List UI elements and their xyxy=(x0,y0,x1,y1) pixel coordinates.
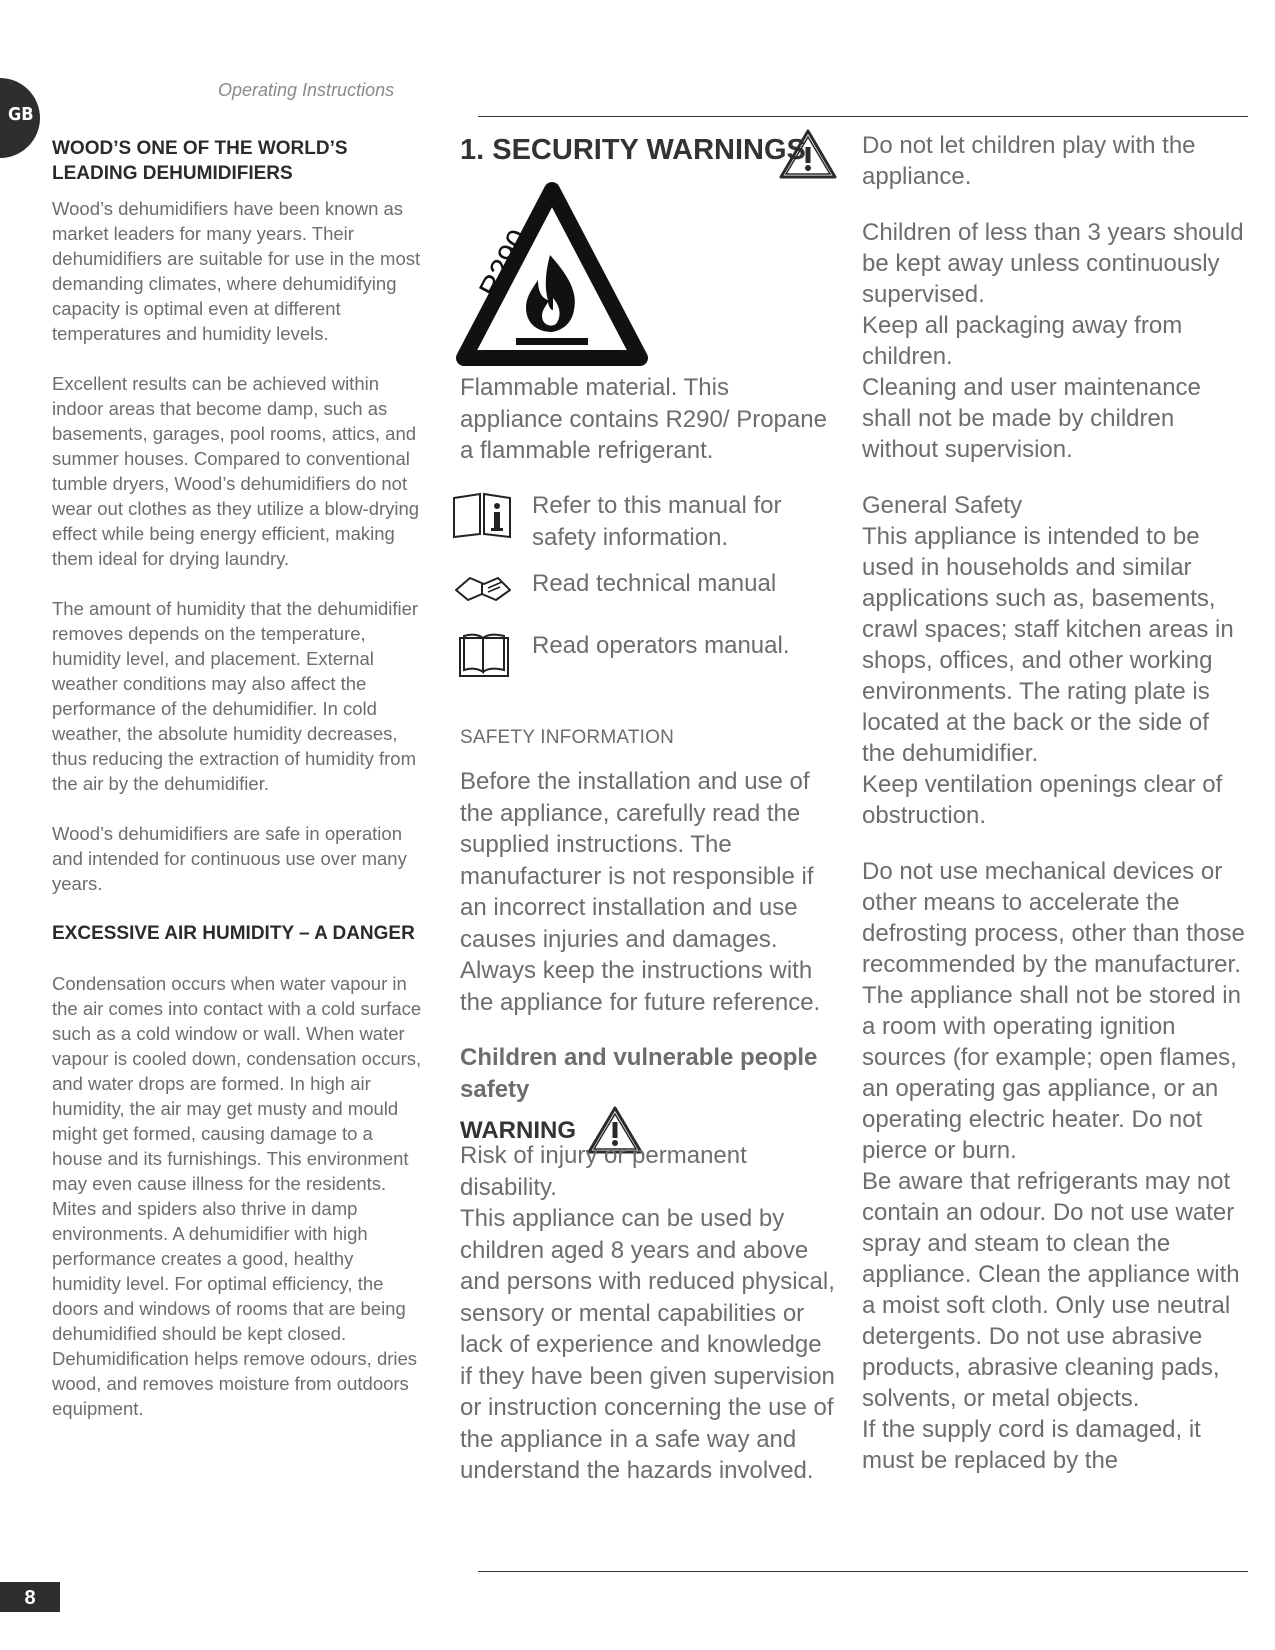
section-title: 1. SECURITY WARNINGS xyxy=(460,134,806,166)
language-code: GB xyxy=(8,104,34,125)
safety-information-label: SAFETY INFORMATION xyxy=(460,727,675,748)
refer-manual-row xyxy=(450,490,830,550)
cleaning-text: Cleaning and user maintenance shall not be made by children without supervision. xyxy=(862,374,1201,463)
operators-manual-icon xyxy=(450,630,514,680)
installation-text: Before the installation and use of the appliance, carefully read the supplied instructions. The manufacturer is not responsible if an incorrect installation and use causes injuries and damages. Always keep the instructions with the appliance for future reference. xyxy=(460,768,821,1016)
bottom-divider xyxy=(478,1571,1248,1572)
flammable-hazard-icon xyxy=(450,180,670,370)
risk-text: Risk of injury or permanent disability. xyxy=(460,1142,747,1201)
ventilation-text: Keep ventilation openings clear of obstruction. xyxy=(862,771,1223,829)
technical-manual-row xyxy=(450,568,830,628)
safety-column-continued xyxy=(862,130,1247,1476)
page-header: Operating Instructions xyxy=(218,80,395,100)
risk-block xyxy=(460,1140,835,1487)
technical-manual-text: Read technical manual xyxy=(532,570,777,597)
storage-text: The appliance shall not be stored in a room with operating ignition sources (for example; open flames, an operating gas appliance, or an operating electric heater. Do not pierce or burn. xyxy=(862,982,1241,1164)
intro-paragraph: Wood’s dehumidifiers have been known as market leaders for many years. Their dehumidifiers are suitable for use in the most demanding climates, where dehumidifying capacity is optimal even at different temperatures and humidity levels. xyxy=(52,198,421,344)
play-text: Do not let children play with the appliance. xyxy=(862,132,1196,190)
operators-manual-row xyxy=(450,630,830,690)
refer-manual-text: Refer to this manual for safety information. xyxy=(532,492,782,551)
language-tab xyxy=(0,78,40,158)
warning-triangle-icon xyxy=(778,128,838,180)
installation-notice xyxy=(460,766,835,1018)
page-number: 8 xyxy=(0,1582,60,1612)
humidity-paragraph: Condensation occurs when water vapour in the air comes into contact with a cold surface such as a cold window or wall. When water vapour is cooled down, condensation occurs, and water drops are formed. In high air humidity, the air may get musty and mould might get formed, causing damage to a house and its furnishings. This environment may even cause illness for the residents. Mites and spiders also thrive in damp environments. A dehumidifier with high performance creates a good, healthy humidity level. For optimal efficiency, the doors and windows of rooms that are being dehumidified should be kept closed. Dehumidification helps remove odours, dries wood, and removes moisture from outdoors equipment. xyxy=(52,973,422,1419)
intro-paragraph: Excellent results can be achieved within indoor areas that become damp, such as basements, garages, pool rooms, attics, and summer houses. Compared to conventional tumble dryers, Wood’s dehumidifiers do not wear out clothes as they utilize a blow-drying effect while being energy efficient, making them ideal for drying laundry. xyxy=(52,373,420,569)
under-three-text: Children of less than 3 years should be kept away unless continuously supervised. xyxy=(862,219,1244,308)
flammable-text: Flammable material. This appliance contains R290/ Propane a flammable refrigerant. xyxy=(460,374,827,464)
children-usage-text: This appliance can be used by children aged 8 years and above and persons with reduced physical, sensory or mental capabilities or lack of experience and knowledge if they have been given supervision or instruction concerning the use of the appliance in a safe way and understand the hazards involved. xyxy=(460,1205,835,1484)
humidity-heading: EXCESSIVE AIR HUMIDITY – A DANGER xyxy=(52,923,415,944)
mechanical-devices-text: Do not use mechanical devices or other means to accelerate the defrosting process, other than those recommended by the manufacturer. xyxy=(862,858,1245,978)
section-title-row xyxy=(460,130,830,180)
intro-paragraph: The amount of humidity that the dehumidifier removes depends on the temperature, humidity level, and placement. External weather conditions may also affect the performance of the dehumidifier. In cold weather, the absolute humidity decreases, thus reducing the extraction of humidity from the air by the dehumidifier. xyxy=(52,598,419,794)
technical-manual-icon xyxy=(450,568,514,608)
refrigerants-text: Be aware that refrigerants may not contain an odour. Do not use water spray and steam to clean the appliance. Clean the appliance with a moist soft cloth. Only use neutral detergents. Do not use abrasive products, abrasive cleaning pads, solvents, or metal objects. xyxy=(862,1168,1240,1412)
supply-cord-text: If the supply cord is damaged, it must be replaced by the xyxy=(862,1416,1201,1474)
packaging-text: Keep all packaging away from children. xyxy=(862,312,1183,370)
top-divider xyxy=(478,116,1248,117)
general-safety-heading: General Safety xyxy=(862,492,1023,519)
children-safety-heading: Children and vulnerable people safety xyxy=(460,1044,818,1103)
info-manual-icon xyxy=(450,490,514,540)
warning-label: WARNING xyxy=(460,1117,576,1144)
intro-paragraph: Wood’s dehumidifiers are safe in operation and intended for continuous use over many years. xyxy=(52,823,407,894)
flammable-notice xyxy=(460,372,830,467)
refrigerant-code: R290 xyxy=(473,224,536,304)
intro-heading: WOOD’S ONE OF THE WORLD’S LEADING DEHUMIDIFIERS xyxy=(52,138,348,184)
intended-use-text: This appliance is intended to be used in households and similar applications such as, basements, crawl spaces; staff kitchen areas in shops, offices, and other working environments. The rating plate is located at the back or the side of the dehumidifier. xyxy=(862,523,1234,767)
intro-column xyxy=(52,136,427,1446)
operators-manual-text: Read operators manual. xyxy=(532,632,790,659)
